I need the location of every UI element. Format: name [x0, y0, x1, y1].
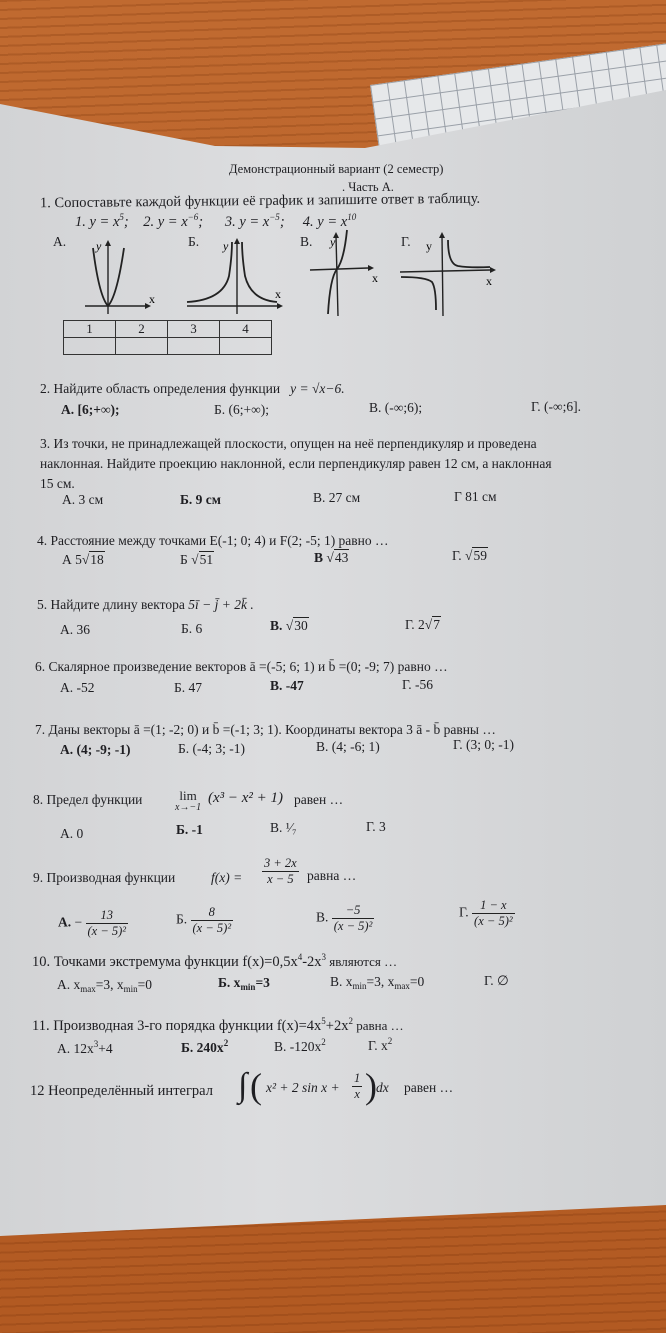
- func-4-expr: y = x: [317, 214, 348, 230]
- option-numerator: 1 − x: [472, 898, 515, 914]
- option-d-radicand: 59: [473, 548, 487, 563]
- question-9-text: 9. Производная функции: [33, 870, 176, 885]
- question-5-option-d: Г. 2√7: [405, 617, 440, 632]
- graph-a-even-power-plot: [75, 236, 175, 316]
- opt-b-p1: Б. x: [218, 975, 241, 990]
- option-denominator: (x − 5)²: [87, 924, 127, 938]
- question-8-option-d: Г. 3: [366, 819, 386, 834]
- svg-text:y: y: [223, 239, 229, 253]
- opt-c-s2: max: [394, 981, 410, 991]
- answer-table: [63, 320, 272, 355]
- question-4-option-c: В √43: [314, 550, 349, 565]
- option-d-label: Г.: [452, 548, 466, 563]
- opt-c-s1: min: [352, 981, 367, 991]
- func-2-num: 2.: [143, 214, 155, 230]
- graph-c-label: В.: [300, 234, 313, 249]
- question-11-option-d: [368, 1038, 392, 1054]
- func-1-expr: y = x: [89, 214, 120, 230]
- opt-b-p: Б. 240x: [181, 1040, 224, 1055]
- option-denominator: (x − 5)²: [474, 914, 513, 928]
- question-2-option-d: Г. (-∞;6].: [531, 399, 582, 414]
- option-denominator: (x − 5)²: [333, 919, 373, 933]
- svg-text:x: x: [486, 274, 492, 288]
- option-numerator: 13: [86, 908, 129, 924]
- question-2-option-a: А. [6;+∞);: [61, 402, 120, 417]
- func-2-exp: −6: [187, 212, 199, 222]
- question-12-text: 12 Неопределённый интеграл: [30, 1083, 213, 1099]
- question-4-option-b: Б √51: [180, 552, 214, 567]
- limit-subscript: x→−1: [175, 802, 202, 813]
- question-1-text: 1. Сопоставьте каждой функции её график и запишите ответ в таблицу.: [39, 190, 481, 212]
- graph-a-y-label: y: [96, 239, 102, 253]
- question-4-option-d: Г. √59: [452, 548, 487, 563]
- question-3-line-1: 3. Из точки, не принадлежащей плоскости, опущен на неё перпендикуляр и проведена: [40, 436, 537, 451]
- question-7-option-a: А. (4; -9; -1): [60, 742, 131, 757]
- question-8-limit: [175, 788, 201, 813]
- option-d-label: Г. 2: [405, 617, 425, 632]
- opt-d-p: Г. x: [368, 1038, 388, 1053]
- option-c-radicand: 43: [334, 550, 349, 565]
- question-10-option-a: [57, 977, 152, 993]
- opt-a-e: 3: [93, 1039, 99, 1049]
- opt-b-p2: =3: [255, 975, 270, 990]
- option-label: В.: [316, 909, 329, 925]
- opt-a-p1: А. x: [57, 977, 81, 992]
- question-7-text: 7. Даны векторы ā =(1; -2; 0) и b̄ =(-1; 3; 1). Координаты вектора 3 ā - b̄ равны …: [35, 722, 496, 737]
- question-11-option-a: [57, 1041, 113, 1057]
- question-5-option-b: Б. 6: [181, 621, 203, 636]
- answer-table-header-2: 2: [116, 321, 168, 338]
- opt-c-p: В. -120x: [274, 1039, 322, 1054]
- question-2-text: [40, 381, 345, 397]
- opt-a-s2: min: [123, 984, 138, 994]
- opt-a-p: А. 12x: [57, 1041, 94, 1056]
- question-11-text: [32, 1018, 404, 1035]
- question-10-option-c: [330, 974, 424, 990]
- option-label: А.: [58, 914, 72, 930]
- question-6-option-a: А. -52: [60, 680, 95, 695]
- question-11-option-b: [181, 1040, 228, 1056]
- opt-b-e: 2: [223, 1038, 229, 1048]
- question-6-option-c: В. -47: [270, 678, 304, 693]
- limit-operator: lim: [179, 788, 197, 803]
- option-b-radicand: 51: [199, 552, 214, 567]
- question-7-option-d: Г. (3; 0; -1): [453, 737, 515, 752]
- q11-exp-2: 2: [348, 1016, 353, 1026]
- q11-part-c: равна …: [352, 1018, 404, 1033]
- graph-b-label: Б.: [188, 234, 200, 249]
- question-9-option-a: [58, 908, 128, 939]
- opt-c-e: 2: [321, 1037, 326, 1047]
- opt-a-p3: =0: [137, 977, 153, 992]
- question-8-text: 8. Предел функции: [33, 792, 143, 807]
- q10-exp-1: 4: [297, 952, 303, 962]
- question-4-option-a: А 5√18: [62, 552, 104, 567]
- left-paren: (: [250, 1066, 262, 1106]
- exam-title: Демонстрационный вариант (2 семестр): [229, 162, 444, 176]
- func-3-num: 3.: [224, 214, 236, 230]
- fraction-numerator: 3 + 2x: [264, 856, 297, 870]
- opt-a-s1: max: [80, 984, 96, 994]
- question-10-text: [32, 954, 397, 971]
- answer-cell-3[interactable]: [168, 338, 220, 355]
- svg-text:x: x: [275, 287, 281, 301]
- question-8-option-b: Б. -1: [176, 822, 203, 837]
- answer-table-header-4: 4: [220, 321, 272, 338]
- option-numerator: −5: [332, 903, 375, 919]
- question-8-option-a: А. 0: [60, 826, 84, 841]
- option-numerator: 8: [191, 905, 234, 921]
- question-5-option-a: А. 36: [60, 622, 90, 637]
- func-4-exp: 10: [347, 212, 357, 222]
- graph-b-negative-even-power-plot: [185, 236, 285, 316]
- q11-part-a: 11. Производная 3-го порядка функции f(x)=4x: [32, 1018, 322, 1034]
- question-7-option-c: В. (4; -6; 1): [316, 739, 380, 754]
- question-12-expression: x² + 2 sin x +: [266, 1080, 340, 1095]
- question-12-dx: dx: [376, 1080, 389, 1095]
- answer-table-header-3: 3: [168, 321, 220, 338]
- exam-part: . Часть А.: [342, 180, 394, 194]
- opt-a-t: +4: [98, 1041, 113, 1056]
- question-9-fraction: [262, 856, 299, 887]
- question-2-option-c: В. (-∞;6);: [369, 400, 423, 415]
- opt-b-s1: min: [240, 982, 256, 992]
- fraction-denominator: x − 5: [267, 872, 294, 886]
- question-8-expression: (x³ − x² + 1): [208, 790, 284, 806]
- answer-table-header-1: 1: [64, 321, 116, 338]
- question-3-line-2: наклонная. Найдите проекцию наклонной, если перпендикуляр равен 12 см, а наклонная: [40, 456, 552, 471]
- func-1-num: 1.: [75, 214, 86, 230]
- right-paren: ): [365, 1066, 377, 1106]
- graph-a-label: А.: [53, 234, 67, 249]
- q10-part-c: являются …: [326, 954, 398, 969]
- question-3-line-3: 15 см.: [40, 476, 75, 491]
- question-9-tail: равна …: [307, 868, 357, 883]
- question-5-option-c: В. √30: [270, 618, 308, 633]
- opt-c-p2: =3, x: [366, 974, 395, 989]
- answer-cell-2[interactable]: [116, 338, 168, 355]
- option-c-label: В: [314, 550, 327, 565]
- option-a-radicand: 18: [90, 552, 104, 567]
- graph-d-label: Г.: [401, 234, 411, 249]
- answer-cell-1[interactable]: [64, 338, 116, 355]
- svg-text:у: у: [426, 239, 432, 253]
- func-2-end: ;: [198, 214, 204, 230]
- opt-c-p1: В. x: [330, 974, 353, 989]
- question-2-prompt: 2. Найдите область определения функции: [40, 381, 281, 396]
- question-3-option-b: Б. 9 см: [180, 492, 221, 507]
- question-6-option-d: Г. -56: [402, 677, 434, 692]
- option-c-label: В.: [270, 618, 286, 633]
- question-8-option-c: В. ¹⁄₇: [270, 820, 297, 835]
- question-5-prompt: 5. Найдите длину вектора: [37, 597, 185, 612]
- question-12-tail: равен …: [404, 1080, 454, 1095]
- question-2-option-b: Б. (6;+∞);: [214, 402, 269, 417]
- q11-exp-1: 5: [321, 1016, 326, 1026]
- opt-a-p2: =3, x: [95, 977, 124, 992]
- svg-text:y: y: [330, 235, 336, 249]
- option-c-radicand: 30: [294, 618, 308, 633]
- fraction-numerator: 1: [354, 1071, 361, 1085]
- graph-a-x-label: x: [149, 292, 155, 306]
- question-7-option-b: Б. (-4; 3; -1): [178, 741, 245, 756]
- option-b-label: Б: [180, 552, 192, 567]
- option-label: Б.: [176, 911, 188, 927]
- question-11-option-c: [274, 1039, 326, 1055]
- func-3-end: ;: [279, 214, 285, 230]
- func-4-num: 4.: [302, 214, 314, 230]
- question-9-option-d: [459, 898, 515, 929]
- answer-table-header-row: [64, 321, 272, 338]
- question-5-text: [37, 597, 254, 613]
- option-d-radicand: 7: [433, 617, 440, 632]
- func-3-exp: −5: [269, 212, 280, 222]
- question-9-fx: f(x) =: [211, 870, 243, 885]
- graph-d-negative-odd-power-plot: [398, 230, 503, 318]
- q11-part-b: +2x: [325, 1018, 349, 1034]
- answer-table-answer-row: [64, 338, 272, 355]
- q10-part-a: 10. Точками экстремума функции f(x)=0,5x: [32, 954, 298, 970]
- question-3-option-c: В. 27 см: [313, 490, 361, 505]
- question-8-tail: равен …: [294, 792, 344, 807]
- func-1-end: ;: [123, 214, 129, 230]
- question-10-option-d: Г. ∅: [484, 973, 509, 988]
- func-2-expr: y = x: [157, 214, 188, 230]
- option-sign: −: [74, 914, 83, 930]
- question-12-fraction: [352, 1071, 362, 1102]
- answer-cell-4[interactable]: [220, 338, 272, 355]
- integral-sign: ∫: [238, 1067, 248, 1104]
- opt-c-p3: =0: [409, 974, 425, 989]
- option-denominator: (x − 5)²: [192, 921, 232, 935]
- func-3-expr: y = x: [239, 214, 270, 230]
- q10-part-b: -2x: [302, 954, 322, 970]
- question-10-option-b: [218, 975, 270, 991]
- question-9-option-b: [176, 905, 233, 936]
- option-label: Г.: [459, 904, 469, 920]
- q10-exp-2: 3: [321, 952, 327, 962]
- question-6-text: 6. Скалярное произведение векторов ā =(-5; 6; 1) и b̄ =(0; -9; 7) равно …: [35, 659, 448, 674]
- svg-text:x: x: [372, 271, 378, 285]
- question-6-option-b: Б. 47: [174, 680, 203, 695]
- func-1-exp: 5: [119, 212, 124, 222]
- graph-c-odd-power-plot: [308, 228, 388, 318]
- question-3-option-a: А. 3 см: [62, 492, 104, 507]
- fraction-denominator: x: [354, 1087, 360, 1101]
- question-2-formula: y = √x−6.: [290, 381, 345, 396]
- question-9-option-c: [316, 903, 374, 934]
- opt-d-e: 2: [387, 1036, 393, 1046]
- question-3-option-d: Г 81 см: [454, 489, 497, 504]
- question-4-text: 4. Расстояние между точками E(-1; 0; 4) и F(2; -5; 1) равно …: [37, 533, 389, 548]
- question-5-formula: 5ī − j̄ + 2k̄ .: [188, 597, 254, 612]
- option-a-label: А 5: [62, 552, 82, 567]
